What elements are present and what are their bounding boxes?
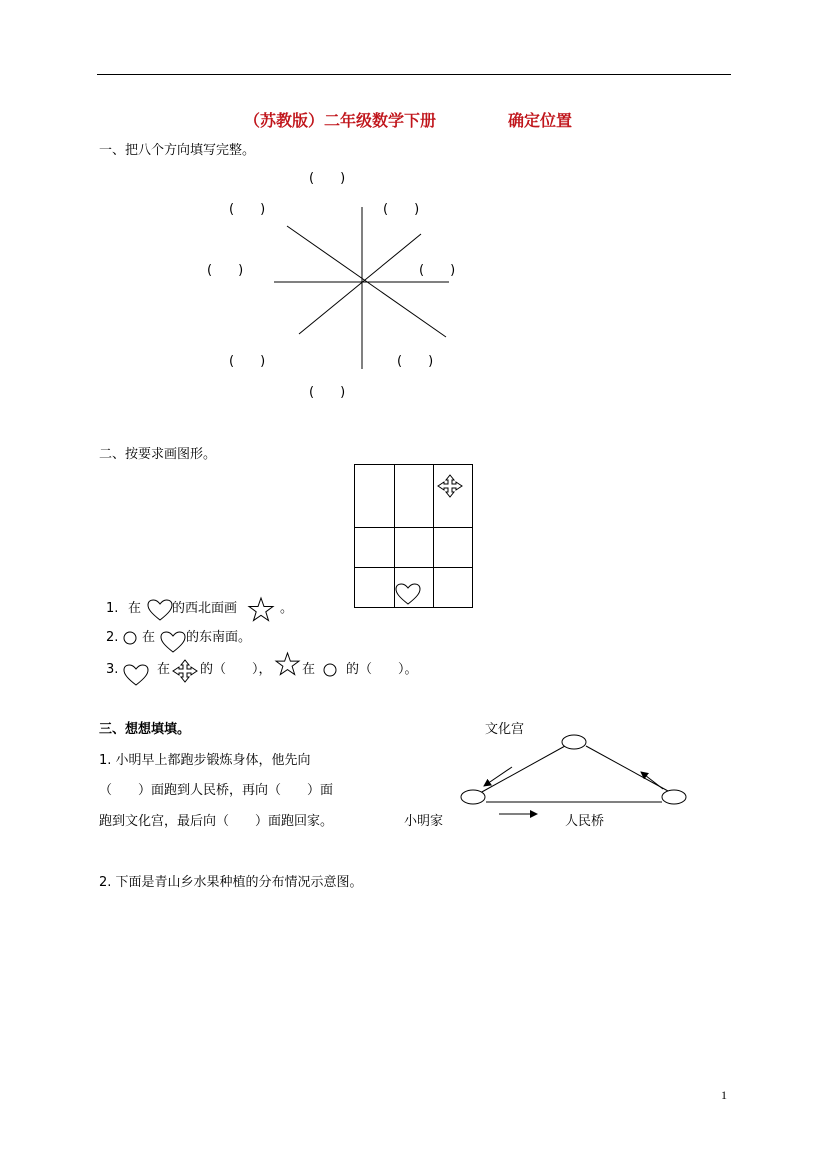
q2-word-at: 在 [142, 630, 156, 645]
blank-northeast: ( ) [383, 202, 420, 217]
title-topic: 确定位置 [508, 111, 573, 130]
q3-word-at-2: 在 [302, 662, 316, 677]
section3-q1-line3: 跑到文化宫，最后向（ ）面跑回家。 [99, 814, 334, 829]
section3-q1-line1: 1. 小明早上都跑步锻炼身体，他先向 [99, 753, 311, 768]
section3-heading: 三、想想填填。 [99, 722, 191, 737]
q3-text-b: 的（ ）。 [346, 662, 418, 677]
section2-heading: 二、按要求画图形。 [99, 447, 217, 462]
map-label-xiaoming-home: 小明家 [404, 814, 444, 829]
q1-text: 的西北面画 [172, 601, 238, 616]
q3-text-a: 的（ ）， [200, 662, 272, 677]
q3-word-at: 在 [157, 662, 171, 677]
section1-heading: 一、把八个方向填写完整。 [99, 143, 256, 158]
section3-q2: 2. 下面是青山乡水果种植的分布情况示意图。 [99, 875, 363, 890]
q2-text: 的东南面。 [186, 630, 252, 645]
q3-number: 3. [106, 662, 119, 677]
map-label-people-bridge: 人民桥 [565, 814, 605, 829]
blank-north: ( ) [309, 171, 346, 186]
map-label-cultural-palace: 文化宫 [485, 722, 525, 737]
page-number: 1 [721, 1088, 727, 1102]
q1-number: 1. [106, 601, 119, 616]
blank-west: ( ) [207, 263, 244, 278]
blank-southwest: ( ) [229, 354, 266, 369]
blank-east: ( ) [419, 263, 456, 278]
q1-end: 。 [280, 601, 294, 616]
blank-southeast: ( ) [397, 354, 434, 369]
section3-q1-line2: （ ）面跑到人民桥，再向（ ）面 [99, 783, 334, 798]
q1-word-at: 在 [128, 601, 142, 616]
title-main: （苏教版）二年级数学下册 [244, 111, 437, 130]
q2-number: 2. [106, 630, 119, 645]
blank-northwest: ( ) [229, 202, 266, 217]
blank-south: ( ) [309, 385, 346, 400]
